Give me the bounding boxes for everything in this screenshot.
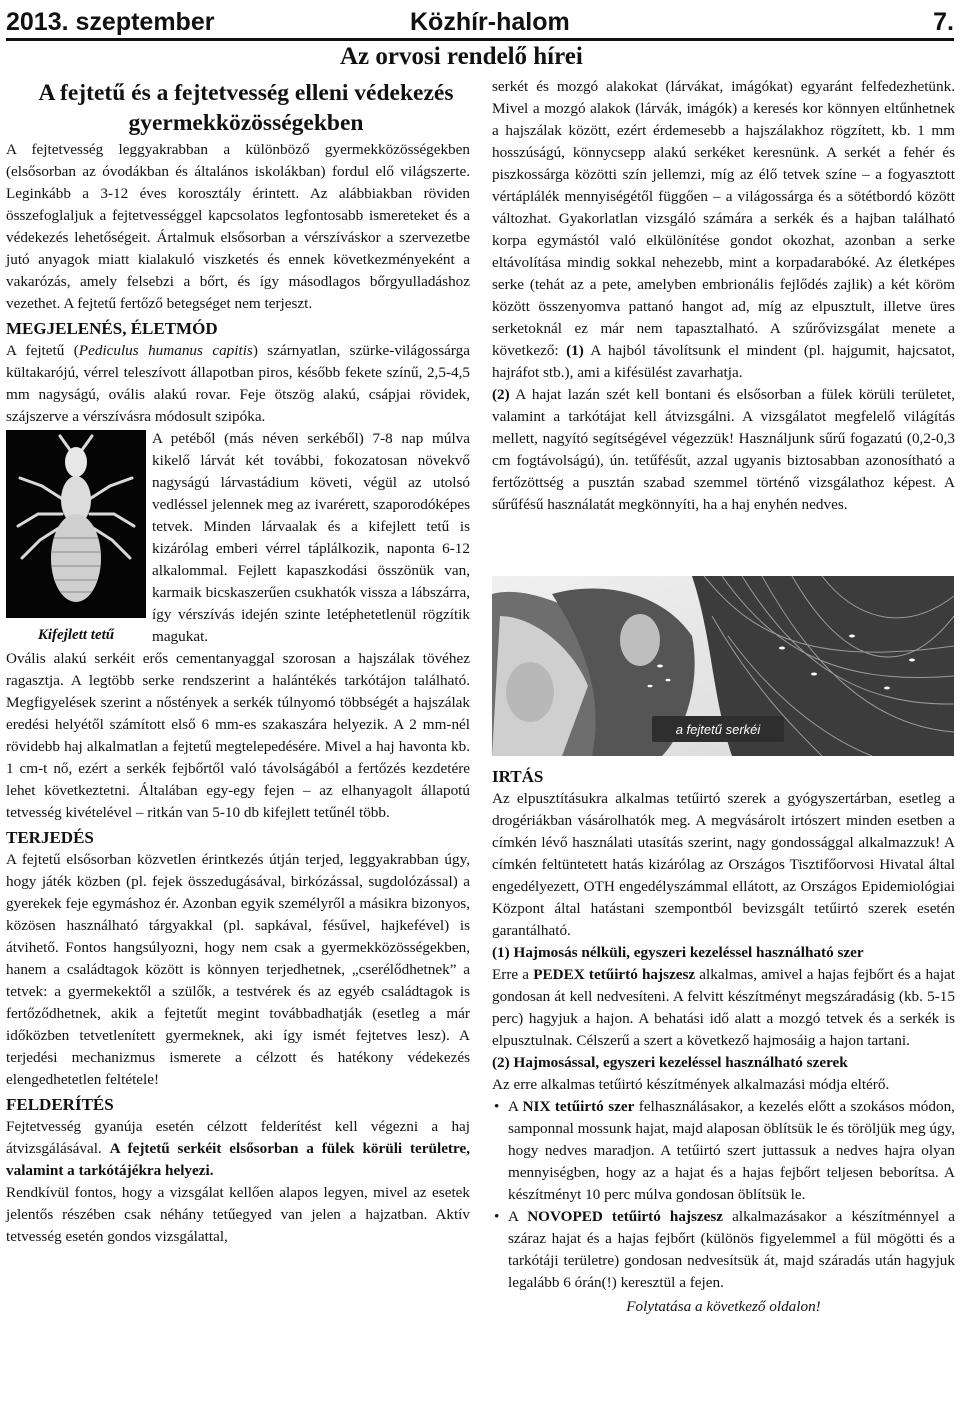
left-column: [6, 139, 470, 1248]
article-title: A fejtetű és a fejtetvesség elleni védekezés gyermekközösségekben: [38, 80, 454, 136]
nits-photo-illustration: [492, 576, 954, 756]
intro-paragraph: A fejtetvesség leggyakrabban a különböző gyermekközösségekben (elsősorban az óvodákban és általános iskolákban) fordul elő világszerte. Leginkább a 3-12 éves korosztály érintett. Az alábbiakban röviden összefoglaljuk a fejtetvességgel kapcsolatos legfontosabb ismereteket és a védekezés lehetőségeit. Ártalmuk elsősorban a vérszíváskor a szervezetbe jutó anyagok miatt kialakuló viszketés és ennek következményeként a vakarózás, amely felsebzi a bőrt, és így másodlagos bőrgyulladáshoz vezethet. A fejtetű fertőző betegséget nem terjeszt.: [6, 141, 470, 312]
photo-caption: a fejtetű serkéi: [675, 722, 761, 737]
section-title: Az orvosi rendelő hírei: [340, 43, 583, 70]
publication-title: Közhír-halom: [410, 8, 570, 36]
description-paragraph: A fejtetű (Pediculus humanus capitis) szárnyatlan, szürke-világossárga kültakarójú, vérrel teleszívott állapotban piros, később fekete színű, 2,5-4,5 mm nagyságú, ovális alakú rovar. Feje ötszög alakú, csápjai rövidek, szájszerve a vérszívásra módosult szipóka.: [6, 342, 470, 425]
detection-paragraph: Fejtetvesség gyanúja esetén célzott felderítést kell végezni a haj átvizsgálásával. A fejtetű serkéit elsősorban a fülek körüli területre, valamint a tarkótájékra helyezi.: [6, 1118, 470, 1179]
nits-photo: [492, 576, 954, 756]
page-number: 7.: [933, 8, 954, 36]
detection-paragraph-2: Rendkívül fontos, hogy a vizsgálat kellően alapos legyen, mivel az esetek jelentős részében csak néhány tetűegyed van jelen a hajzatban. Aktív tetvesség esetén gondos vizsgálattal,: [6, 1184, 470, 1245]
louse-figure: [6, 430, 146, 648]
pedex-name: PEDEX tetűirtó hajszesz: [533, 966, 696, 983]
right-column-bottom: [492, 763, 955, 1318]
list-item-novoped: • A NOVOPED tetűirtó hajszesz alkalmazásakor a készítménnyel a száraz hajat és a hajas fejbőrt (különös figyelemmel a fül mögötti és a tarkótáji területre) gondosan nedvesítsük át, majd száradás után hagyjuk legalább 6 órán(!) keresztül a fejen.: [508, 1206, 955, 1294]
lifecycle-paragraph: A petéből (más néven serkéből) 7-8 nap múlva kikelő lárvát két további, fokozatosan növekvő nagyságú lárvastádium követi, végül az utolsó vedléssel jelennek meg az ivarérett, szaporodóképes tetvek. Minden lárvaalak és a kifejlett tetű is kizárólag emberi vérrel táplálkozik, naponta 6-12 alkalommal. Fejlett kapaszkodási összönük van, karmaik bicskaszerűen csukhatók vissza a lábszárra, így vérszívás idején szinte letéphetetlenül rögzítik magukat.: [152, 430, 470, 645]
subheading-2: (2) Hajmosással, egyszeri kezeléssel használható szerek: [492, 1054, 848, 1071]
spread-paragraph: A fejtetű elsősorban közvetlen érintkezés útján terjed, leggyakrabban úgy, hogy játék közben (pl. fejek összedugásával, birkózással, sugdolózással) a gyerekek feje egymáshoz ér. Azonban egyik személyről a másikra bizonyos, közösen használható tárgyakkal (pl. sapkával, fésűvel, hajkefével) is átvihető. Fontos hangsúlyozni, hogy nem csak a gyermekközösségekben, hanem a családtagok között is könnyen terjedhetnek, „cserélődhetnek” a tetvek: a gyermekektől a szülők, a testvérek és az egyéb családtagok is fertőződhetnek, akik a fejtetűt megint továbbadhatják (esetleg a már időközben tetvetlenített gyermeknek, aki így ismét fejtetves lesz). A terjedési mechanizmus ismerete a célzott és hatékony védekezés elengedhetetlen feltétele!: [6, 851, 470, 1088]
heading-felderites: FELDERÍTÉS: [6, 1095, 114, 1114]
right-column-top: [492, 76, 955, 516]
nits-paragraph: Ovális alakú serkéit erős cementanyaggal szorosan a hajszálak tövéhez ragasztja. A legtöbb serke rendszerint a halántékés tarkótájon található. Megfigyelések szerint a nőstények a serkék túlnyomó többségét a hajszálak eredési helyétől számított első 6 mm-es szakaszára helyezik. A 2 mm-nél rövidebb haj alkalmatlan a fejtetű megtelepedésére. Mivel a haj havonta kb. 1 cm-t nő, ezért a serkék fejbőrtől való távolságából a fertőzés kezdetére lehet következtetni. Általában egy-egy fejen – az elhanyagolt állapotú tetvesség kivételével – ritkán van 5-10 db kifejlett tetűnél több.: [6, 650, 470, 821]
heading-terjedes: TERJEDÉS: [6, 828, 94, 847]
issue-date: 2013. szeptember: [6, 8, 215, 36]
detection-continued: serkét és mozgó alakokat (lárvákat, imágókat) egyaránt felfedezhetünk. Mivel a mozgó alakok (lárvák, imágók) a keresés kor könnyen eltűnhetnek a hajszálak között, ezért érdemesebb a hajszálakhoz rögzített, kb. 1 mm hosszúságú, könnycsepp alakú serkéket keresnünk. A serkét a fehér és piszkossárga közötti szín jellemzi, míg az élő tetvek színe – a fogyasztott vértáplálék mennyiségétől függően – a világossárga és a sötétbordó között változhat. Gyakorlatlan vizsgáló számára a serkék és a hajban található korpa egymástól való elkülönítése gondot okozhat, azonban a serke eltávolítása mindig sokkal nehezebb, mint a korpadarabóké. Az életképes serke (tehát az a pete, amelyben embrionális fejlődés zajlik) a két köröm között összenyomva pattanó hangot ad, míg az elpusztult, illetve üres serketoknál ez már nem tapasztalható. A szűrővizsgálat menete a következő: (1) A hajból távolítsunk el mindent (pl. hajgumit, hajcsatot, hajráfot stb.), ami a kifésülést zavarhatja. (2) A hajat lazán szét kell bontani és elsősorban a fülek körüli területet, valamint a tarkótájat kell átvizsgálni. A vizsgálatot megfelelő világítás mellett, nagyító segítségével végezzük! Használjunk sűrű fogazatú (0,2-0,3 cm fogtávolságú), ún. tetűfésűt, azzal ugyanis biztosabban azonosítható a fertőzöttség a pusztán szabad szemmel történő vizsgálathoz képest. A sűrűfésű használatát megkönnyíti, ha a haj enyhén nedves.: [492, 78, 955, 513]
louse-illustration: [6, 430, 146, 618]
figure-caption: Kifejlett tetű: [37, 627, 115, 643]
product-list: [492, 1096, 955, 1294]
subheading-1: (1) Hajmosás nélküli, egyszeri kezeléssel használható szer: [492, 944, 864, 961]
continued-note: Folytatása a következő oldalon!: [626, 1298, 821, 1315]
heading-irtas: IRTÁS: [492, 767, 544, 786]
latin-name: Pediculus humanus capitis: [78, 342, 253, 359]
page-header: [6, 4, 954, 41]
method-paragraph: Az erre alkalmas tetűirtó készítmények alkalmazási módja eltérő.: [492, 1076, 890, 1093]
detection-emphasis: A fejtetű serkéit elsősorban a fülek körüli területre, valamint a tarkótájékra helyezi.: [6, 1140, 470, 1179]
list-item-nix: • A NIX tetűirtó szer felhasználásakor, a kezelés előtt a szokásos módon, samponnal mossunk hajat, majd alaposan öblítsük le és töröljük meg úgy, hogy nedves maradjon. A tetűirtó szert juttassuk a nedves hajra olyan mennyiségben, hogy az a hajat és a hajas fejbőrt teljesen beborítsa. A készítményt 10 perc múlva gondosan öblítsük le.: [508, 1096, 955, 1206]
heading-megjelenes: MEGJELENÉS, ÉLETMÓD: [6, 319, 218, 338]
pedex-paragraph: Erre a PEDEX tetűirtó hajszesz alkalmas, amivel a hajas fejbőrt és a hajat gondosan át kell nedvesíteni. A felvitt készítményt megszáradásig (kb. 5-15 perc) hagyjuk a hajon. A behatási idő alatt a mozgó tetvek és a serkék is elpusztulnak. Célszerű a szert a következő hajmosáig a hajon tartani.: [492, 966, 955, 1049]
treatment-paragraph: Az elpusztításukra alkalmas tetűirtó szerek a gyógyszertárban, esetleg a drogériákban vásárolhatók meg. A megvásárolt irtószert minden esetben a címkén lévő használati utasítás szerint, nagy gondossággal alkalmazzuk! A címkén feltüntetett hatás kizárólag az Országos Tisztifőorvosi Hivatal által engedélyezett, OTH engedélyszámmal ellátott, az Országos Epidemiológiai Központ által hatástani szempontból bevizsgált tetűirtó szerek esetén garantálható.: [492, 790, 955, 939]
